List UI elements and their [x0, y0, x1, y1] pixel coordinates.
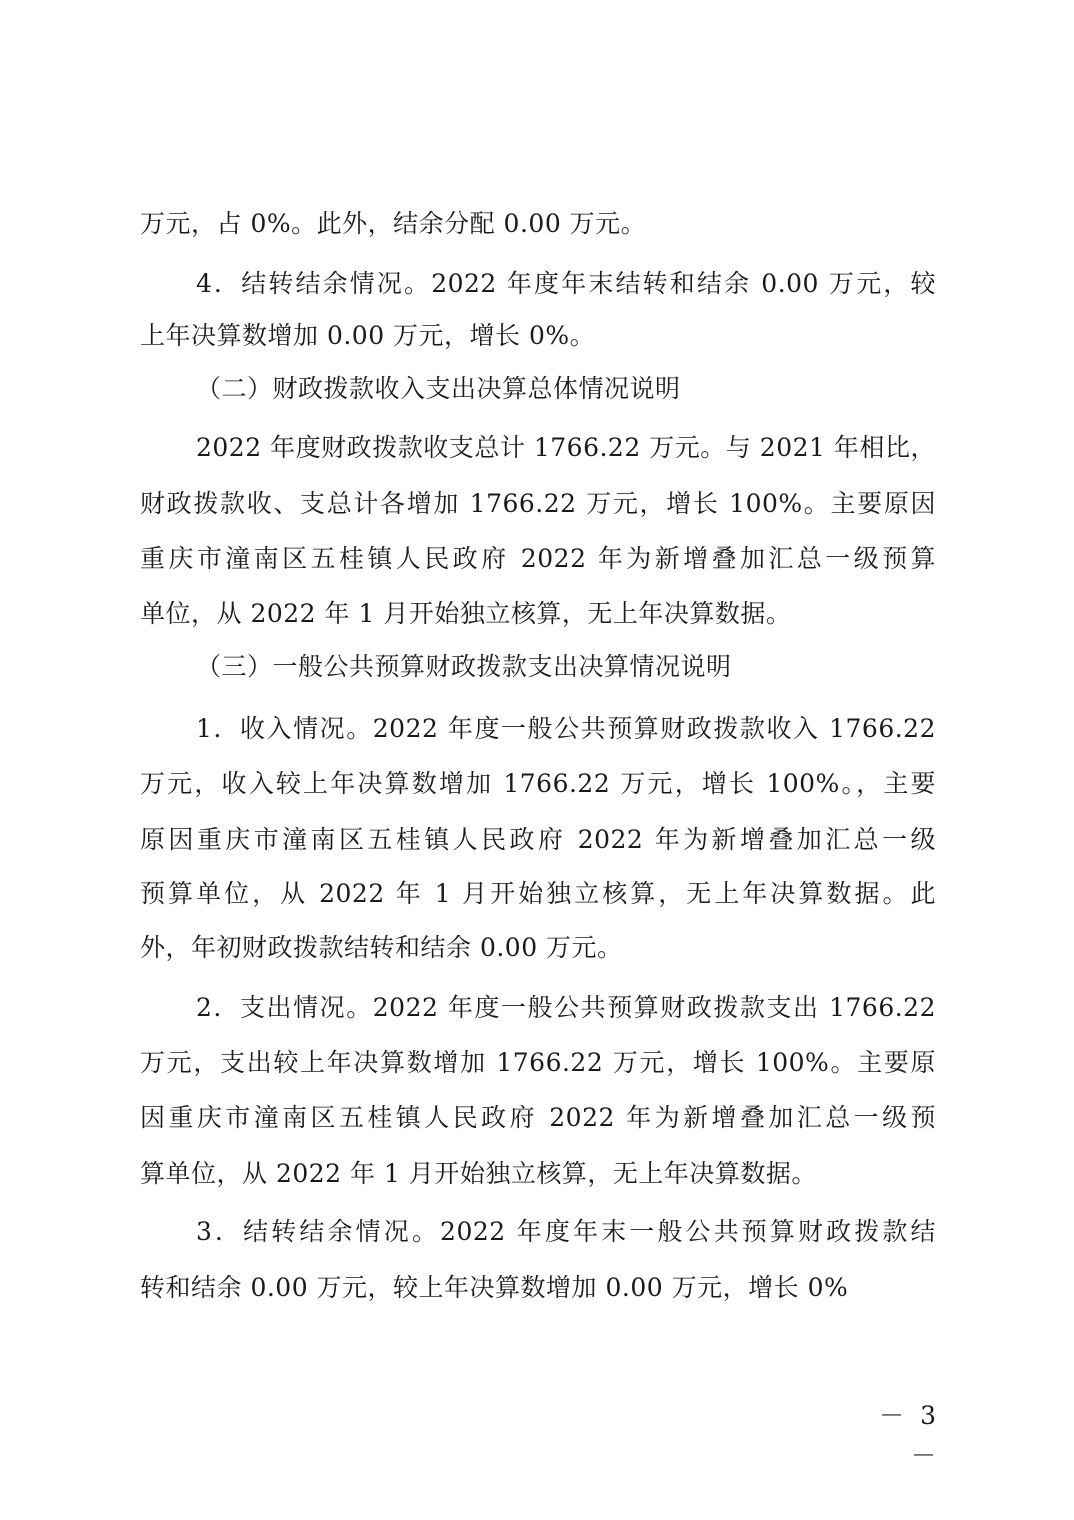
section-heading: （三）一般公共预算财政拨款支出决算情况说明: [196, 652, 732, 681]
paragraph-line: 2．支出情况。2022 年度一般公共预算财政拨款支出 1766.22: [196, 993, 936, 1022]
paragraph-line: 万元，收入较上年决算数增加 1766.22 万元，增长 100%。，主要: [140, 769, 936, 798]
paragraph-line: 3．结转结余情况。2022 年度年末一般公共预算财政拨款结: [196, 1217, 936, 1246]
paragraph-line: 预算单位，从 2022 年 1 月开始独立核算，无上年决算数据。此: [140, 879, 936, 908]
paragraph-line: 上年决算数增加 0.00 万元，增长 0%。: [140, 321, 596, 350]
paragraph-line: 4．结转结余情况。2022 年度年末结转和结余 0.00 万元，较: [196, 269, 936, 298]
paragraph-line: 转和结余 0.00 万元，较上年决算数增加 0.00 万元，增长 0%: [140, 1273, 849, 1302]
paragraph-line: 因重庆市潼南区五桂镇人民政府 2022 年为新增叠加汇总一级预: [140, 1103, 936, 1132]
paragraph-line: 重庆市潼南区五桂镇人民政府 2022 年为新增叠加汇总一级预算: [140, 544, 936, 573]
paragraph-line: 原因重庆市潼南区五桂镇人民政府 2022 年为新增叠加汇总一级: [140, 825, 936, 854]
paragraph-line: 单位，从 2022 年 1 月开始独立核算，无上年决算数据。: [140, 599, 792, 628]
paragraph-line: 万元，占 0%。此外，结余分配 0.00 万元。: [140, 209, 647, 238]
paragraph-line: 1．收入情况。2022 年度一般公共预算财政拨款收入 1766.22: [196, 714, 936, 743]
paragraph-line: 算单位，从 2022 年 1 月开始独立核算，无上年决算数据。: [140, 1159, 817, 1188]
paragraph-line: 万元，支出较上年决算数增加 1766.22 万元，增长 100%。主要原: [140, 1048, 936, 1077]
paragraph-line: 外，年初财政拨款结转和结余 0.00 万元。: [140, 933, 623, 962]
paragraph-line: 财政拨款收、支总计各增加 1766.22 万元，增长 100%。主要原因: [140, 489, 936, 518]
paragraph-line: 2022 年度财政拨款收支总计 1766.22 万元。与 2021 年相比，: [196, 433, 936, 462]
section-heading: （二）财政拨款收入支出决算总体情况说明: [196, 374, 681, 403]
page-number: － 3 －: [879, 1401, 940, 1470]
